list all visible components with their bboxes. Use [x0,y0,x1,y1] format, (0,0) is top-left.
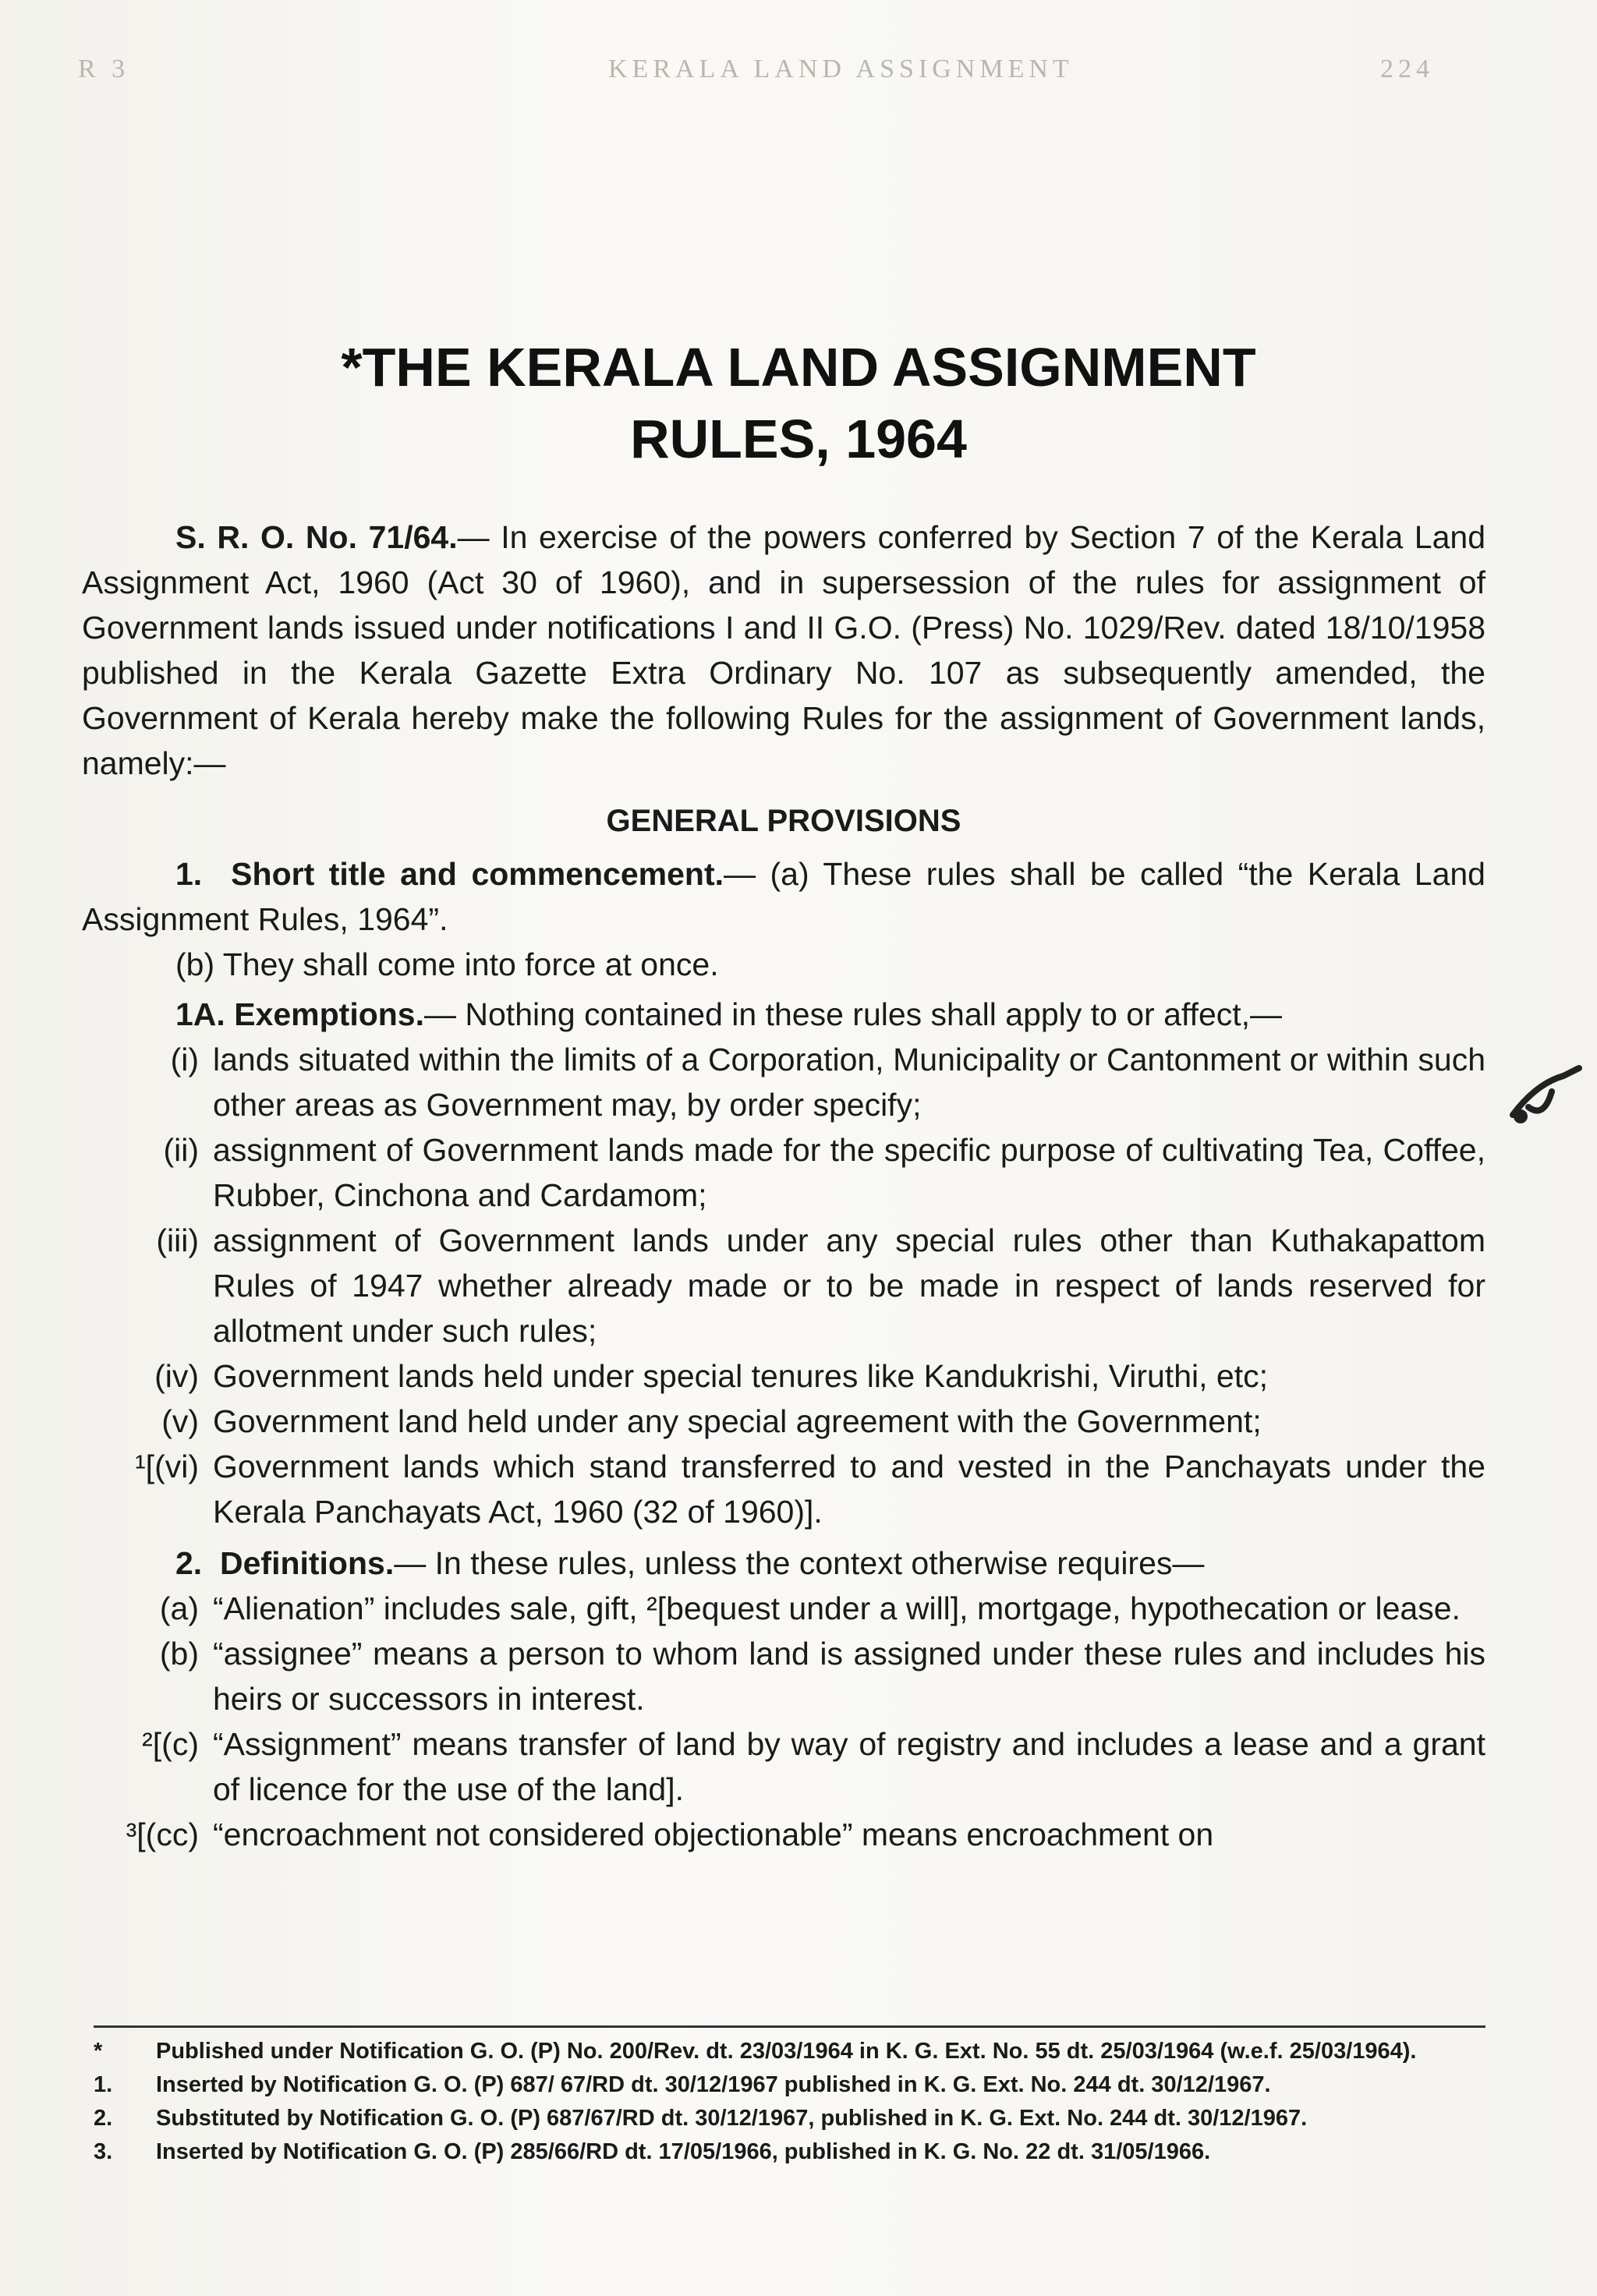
preamble-paragraph [82,515,1485,786]
footnote-mark: 3. [94,2139,113,2164]
rule-2-items [82,1586,1485,1857]
list-item-number: ¹[(vi) [135,1449,199,1484]
rule-2-heading: Definitions. [220,1545,395,1581]
section-heading-general-provisions: GENERAL PROVISIONS [606,804,961,838]
rule-1-number: 1. [175,856,203,892]
rule-2-number: 2. [175,1545,203,1581]
list-item [82,1037,1485,1127]
list-item-text: Government lands held under special tenures like Kandukrishi, Viruthi, etc; [213,1358,1268,1394]
sro-reference: S. R. O. No. 71/64. [175,519,458,555]
footnote-divider [94,2025,1485,2028]
rule-1a-text: — Nothing contained in these rules shall apply to or affect,— [424,996,1283,1032]
preamble-text: — In exercise of the powers conferred by Section 7 of the Kerala Land Assignment Act, 1960 (Act 30 of 1960), and in supersession of the rules for assignment of Government lands issued under notifications I and II G.O. (Press) No. 1029/Rev. dated 18/10/1958 published in the Kerala Gazette Extra Ordinary No. 107 as subsequently amended, the Government of Kerala hereby make the following Rules for the assignment of Government lands, namely:— [82,519,1485,781]
footnote [94,2068,1489,2102]
footnote-text: Inserted by Notification G. O. (P) 285/66/RD dt. 17/05/1966, published in K. G. No. 22 dt. 31/05/1966. [156,2139,1211,2164]
rule-1-clause-b: (b) They shall come into force at once. [175,946,719,982]
rule-1a-heading: Exemptions. [234,996,424,1032]
document-body [82,515,1485,1857]
list-item [82,1812,1485,1857]
footnote-mark: 1. [94,2072,113,2097]
list-item-number: ³[(cc) [126,1817,199,1852]
rule-2-text: — In these rules, unless the context otherwise requires— [394,1545,1205,1581]
list-item-number: (ii) [163,1132,199,1168]
list-item [82,1721,1485,1812]
list-item [82,1586,1485,1631]
ink-blot-mark [1505,1060,1591,1130]
list-item [82,1631,1485,1721]
footnote-text: Inserted by Notification G. O. (P) 687/ 67/RD dt. 30/12/1967 published in K. G. Ext. No. 244 dt. 30/12/1967. [156,2072,1271,2097]
rule-1-text: — (a) These rules shall be called “the Kerala Land Assignment Rules, 1964”. [82,856,1485,937]
document-title [0,331,1597,475]
list-item-number: (v) [161,1403,199,1439]
rule-1-heading: Short title and commencement. [231,856,724,892]
list-item [82,1444,1485,1534]
footnote-mark: 2. [94,2106,113,2131]
list-item-number: (b) [159,1636,199,1672]
list-item-text: “assignee” means a person to whom land is assigned under these rules and includes his heirs or successors in interest. [213,1636,1485,1717]
title-line-1: *THE KERALA LAND ASSIGNMENT [341,337,1256,398]
footnotes [94,2035,1489,2169]
list-item-text: “encroachment not considered objectionable” means encroachment on [213,1817,1214,1852]
list-item-number: (a) [159,1590,199,1626]
list-item-text: “Assignment” means transfer of land by way of registry and includes a lease and a grant of licence for the use of the land]. [213,1726,1485,1807]
list-item-number: (iii) [156,1222,199,1258]
list-item [82,1399,1485,1444]
rule-1a-items [82,1037,1485,1534]
list-item-number: (i) [170,1042,199,1077]
list-item-text: Government lands which stand transferred to and vested in the Panchayats under the Kerala Panchayats Act, 1960 (32 of 1960)]. [213,1449,1485,1530]
list-item-number: (iv) [154,1358,199,1394]
list-item-text: lands situated within the limits of a Corporation, Municipality or Cantonment or within such other areas as Government may, by order specify; [213,1042,1485,1123]
footnote-text: Published under Notification G. O. (P) No. 200/Rev. dt. 23/03/1964 in K. G. Ext. No. 55 dt. 25/03/1964 (w.e.f. 25/03/1964). [156,2039,1417,2064]
list-item [82,1353,1485,1399]
list-item-text: Government land held under any special agreement with the Government; [213,1403,1262,1439]
footnote [94,2102,1489,2135]
list-item-text: assignment of Government lands under any special rules other than Kuthakapattom Rules of 1947 whether already made or to be made in respect of lands reserved for allotment under such rules; [213,1222,1485,1349]
running-head-page-number: 224 [1380,55,1434,83]
rule-1a [82,992,1485,1037]
list-item [82,1127,1485,1218]
running-head-title: KERALA LAND ASSIGNMENT [608,55,1074,83]
rule-1 [82,851,1485,942]
list-item-text: “Alienation” includes sale, gift, ²[bequest under a will], mortgage, hypothecation or lease. [213,1590,1461,1626]
footnote-mark: * [94,2039,103,2064]
running-head-section: R 3 [78,55,130,83]
footnote [94,2135,1489,2169]
list-item-text: assignment of Government lands made for the specific purpose of cultivating Tea, Coffee, Rubber, Cinchona and Cardamom; [213,1132,1485,1213]
list-item [82,1218,1485,1353]
rule-1a-number: 1A. [175,996,225,1032]
list-item-number: ²[(c) [142,1726,199,1762]
rule-2 [82,1541,1485,1586]
title-line-2: RULES, 1964 [630,409,967,469]
footnote [94,2035,1489,2068]
footnote-text: Substituted by Notification G. O. (P) 687/67/RD dt. 30/12/1967, published in K. G. Ext. No. 244 dt. 30/12/1967. [156,2106,1308,2131]
